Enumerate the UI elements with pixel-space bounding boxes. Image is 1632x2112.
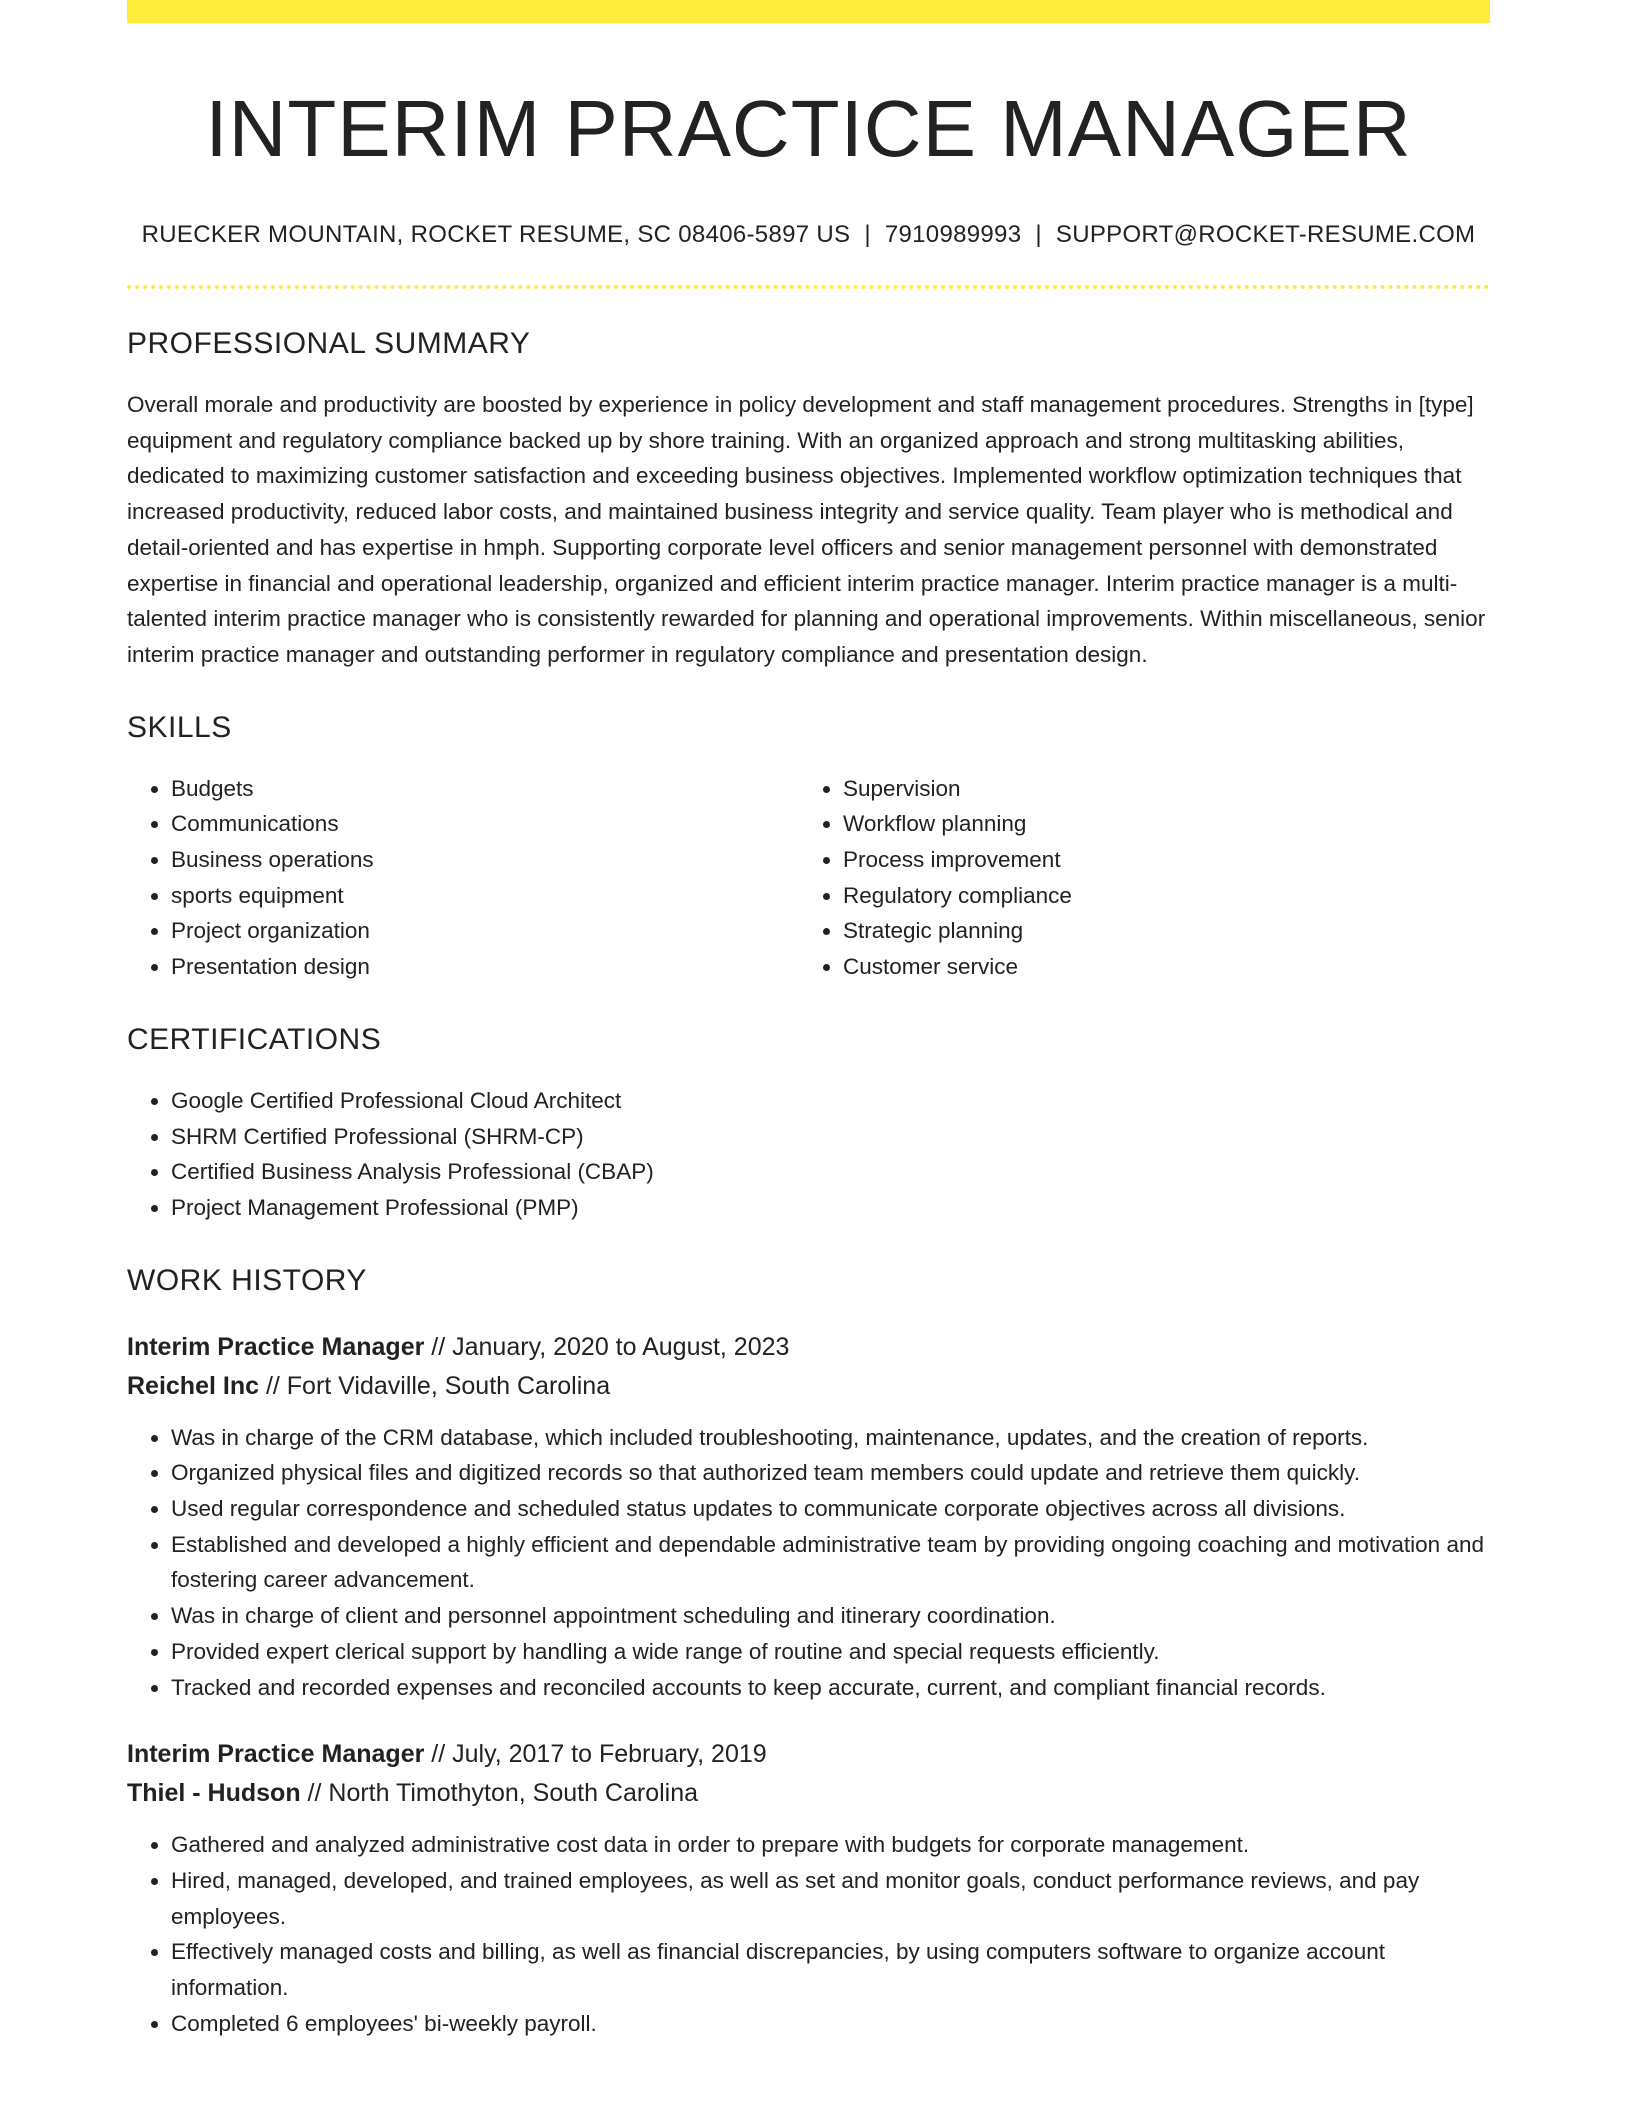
summary-section — [127, 327, 1490, 673]
certification-item: • Certified Business Analysis Professional (CBAP) — [171, 1154, 1490, 1190]
skills-list-right — [799, 771, 1471, 985]
job-entry — [127, 1328, 1490, 1706]
skills-columns — [127, 745, 1490, 985]
job-role: Interim Practice Manager — [127, 1332, 425, 1361]
resume-page — [127, 0, 1490, 2042]
job-role-line — [127, 1328, 1490, 1367]
job-bullet: • Gathered and analyzed administrative cost data in order to prepare with budgets for corporate management. — [171, 1827, 1490, 1863]
summary-text: Overall morale and productivity are boosted by experience in policy development and staff management procedures. Strengths in [type] equipment and regulatory compliance backed up by shore training. With an organized approach and strong multitasking abilities, dedicated to maximizing customer satisfaction and exceeding business objectives. Implemented workflow optimization techniques that increased productivity, reduced labor costs, and maintained business integrity and service quality. Team player who is methodical and detail-oriented and has expertise in hmph. Supporting corporate level officers and senior management personnel with demonstrated expertise in financial and operational leadership, organized and efficient interim practice manager. Interim practice manager is a multi-talented interim practice manager who is consistently rewarded for planning and operational improvements. Within miscellaneous, senior interim practice manager and outstanding performer in regulatory compliance and presentation design. — [127, 392, 1486, 667]
skill-item: • Workflow planning — [843, 806, 1471, 842]
job-bullet: • Organized physical files and digitized records so that authorized team members could update and retrieve them quickly. — [171, 1455, 1490, 1491]
skill-item: • Business operations — [171, 842, 799, 878]
job-bullets — [127, 1420, 1490, 1706]
skill-item: • Budgets — [171, 771, 799, 807]
job-entry — [127, 1735, 1490, 2041]
skill-item: • Strategic planning — [843, 913, 1471, 949]
job-bullet: • Was in charge of the CRM database, which included troubleshooting, maintenance, updates, and the creation of reports. — [171, 1420, 1490, 1456]
skill-item: • Project organization — [171, 913, 799, 949]
job-bullet: • Provided expert clerical support by handling a wide range of routine and special requests efficiently. — [171, 1634, 1490, 1670]
certifications-heading: CERTIFICATIONS — [127, 1022, 382, 1056]
skills-column-right — [799, 745, 1471, 985]
certification-item: • SHRM Certified Professional (SHRM-CP) — [171, 1119, 1490, 1155]
skill-item: • sports equipment — [171, 878, 799, 914]
contact-separator: | — [1035, 221, 1042, 248]
skills-heading: SKILLS — [127, 710, 232, 744]
job-bullet: • Completed 6 employees' bi-weekly payroll. — [171, 2006, 1490, 2042]
job-dates: // July, 2017 to February, 2019 — [424, 1740, 767, 1769]
job-bullet: • Established and developed a highly efficient and dependable administrative team by providing ongoing coaching and motivation and fostering career advancement. — [171, 1527, 1490, 1598]
certifications-list — [127, 1083, 1490, 1226]
skills-section — [127, 711, 1490, 985]
skill-item: • Communications — [171, 806, 799, 842]
job-bullet: • Used regular correspondence and scheduled status updates to communicate corporate objectives across all divisions. — [171, 1491, 1490, 1527]
job-company: Thiel - Hudson — [127, 1779, 301, 1808]
skill-item: • Process improvement — [843, 842, 1471, 878]
job-role: Interim Practice Manager — [127, 1740, 425, 1769]
contact-phone[interactable]: 7910989993 — [884, 221, 1022, 248]
certification-item: • Google Certified Professional Cloud Architect — [171, 1083, 1490, 1119]
work-history-heading: WORK HISTORY — [127, 1263, 367, 1297]
job-company-line — [127, 1367, 1490, 1406]
contact-separator: | — [864, 221, 871, 248]
skill-item: • Supervision — [843, 771, 1471, 807]
job-bullet: • Hired, managed, developed, and trained employees, as well as set and monitor goals, conduct performance reviews, and pay employees. — [171, 1863, 1490, 1934]
job-role-line — [127, 1735, 1490, 1774]
skills-column-left — [127, 745, 799, 985]
certifications-section — [127, 1023, 1490, 1226]
job-bullet: • Tracked and recorded expenses and reconciled accounts to keep accurate, current, and compliant financial records. — [171, 1670, 1490, 1706]
candidate-title: INTERIM PRACTICE MANAGER — [205, 84, 1412, 173]
job-location: // Fort Vidaville, South Carolina — [259, 1371, 611, 1400]
job-bullet: • Was in charge of client and personnel appointment scheduling and itinerary coordination. — [171, 1598, 1490, 1634]
job-company-line — [127, 1774, 1490, 1813]
job-location: // North Timothyton, South Carolina — [300, 1779, 699, 1808]
skill-item: • Presentation design — [171, 949, 799, 985]
certification-item: • Project Management Professional (PMP) — [171, 1190, 1490, 1226]
contact-line — [127, 221, 1490, 249]
job-dates: // January, 2020 to August, 2023 — [424, 1332, 790, 1361]
contact-email[interactable]: SUPPORT@ROCKET-RESUME.COM — [1055, 221, 1476, 248]
job-bullets — [127, 1827, 1490, 2041]
summary-heading: PROFESSIONAL SUMMARY — [127, 327, 531, 360]
skill-item: • Customer service — [843, 949, 1471, 985]
contact-address: RUECKER MOUNTAIN, ROCKET RESUME, SC 08406-5897 US — [141, 221, 851, 248]
accent-bar — [127, 0, 1490, 23]
job-bullet: • Effectively managed costs and billing, as well as financial discrepancies, by using computers software to organize account information. — [171, 1934, 1490, 2005]
skill-item: • Regulatory compliance — [843, 878, 1471, 914]
job-company: Reichel Inc — [127, 1371, 259, 1400]
skills-list-left — [127, 771, 799, 985]
dotted-divider — [127, 285, 1490, 289]
work-history-section — [127, 1264, 1490, 2042]
